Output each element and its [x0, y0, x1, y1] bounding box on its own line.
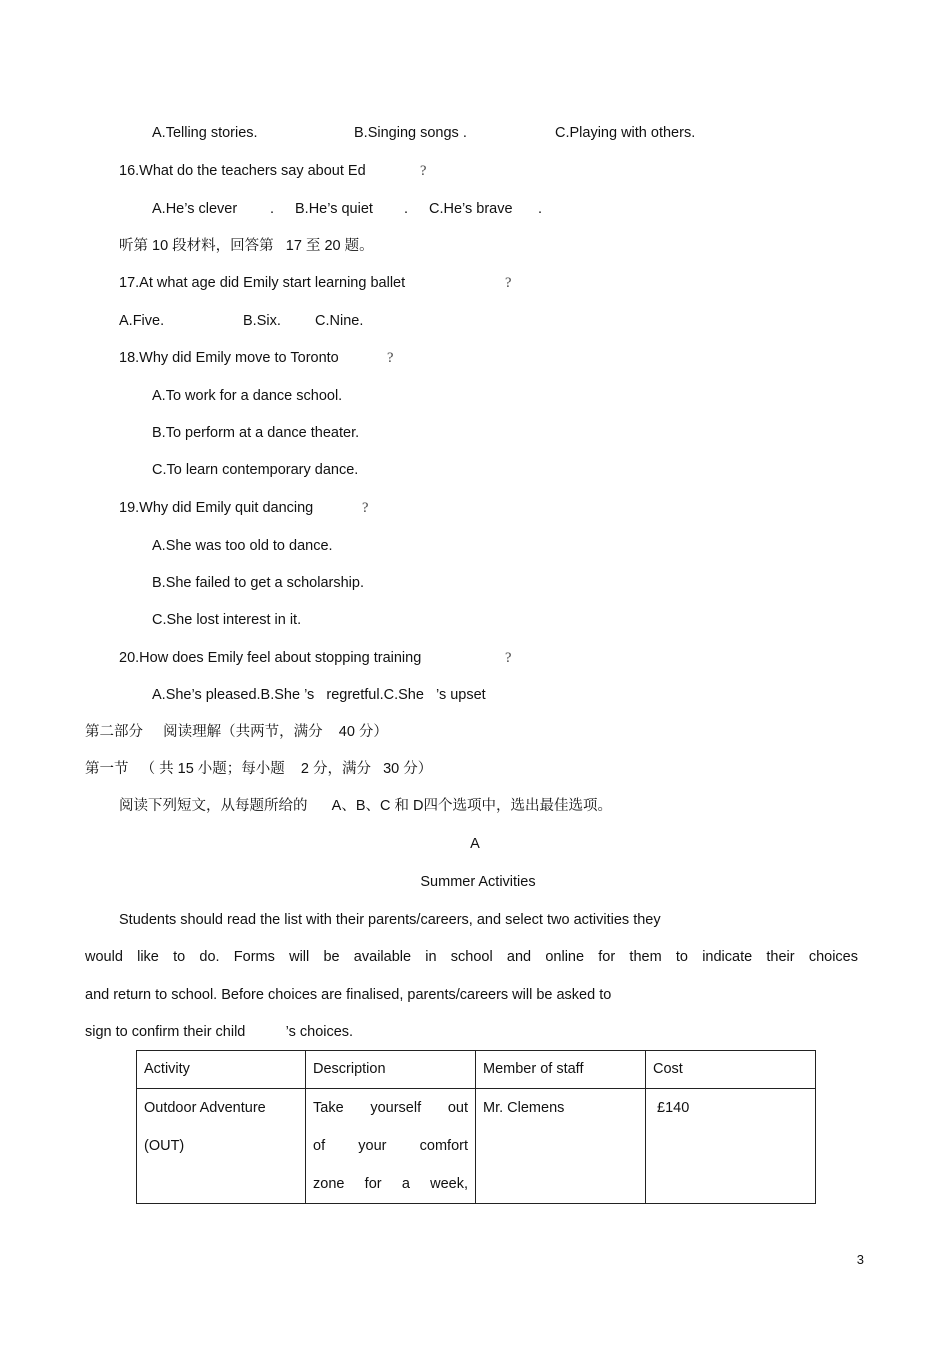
paragraph-line-1: Students should read the list with their parents/careers, and select two activities they	[119, 912, 661, 928]
q16-option-c: C.He’s brave	[429, 201, 513, 217]
q17-option-a: A.Five.	[119, 313, 165, 329]
page-number: 3	[856, 1252, 864, 1267]
q15-option-a: A.Telling stories.	[152, 125, 258, 141]
q20-question: 20.How does Emily feel about stopping training	[119, 650, 422, 666]
description-line-2: of your comfort	[313, 1138, 468, 1154]
q15-option-c: C.Playing with others.	[555, 125, 696, 141]
q16-option-a: A.He’s clever	[152, 201, 238, 217]
description-line-1: Take yourself out	[313, 1100, 468, 1116]
paragraph-line-4: sign to confirm their child ’s choices.	[85, 1024, 354, 1040]
q16-dot-c: .	[538, 201, 543, 217]
q18-question-mark: ?	[387, 350, 394, 366]
activity-name: Outdoor Adventure	[144, 1100, 266, 1116]
q20-options: A.She’s pleased.B.She ’s regretful.C.She ’s upset	[152, 687, 486, 703]
cost-value: £140	[657, 1100, 690, 1116]
passage-letter: A	[470, 836, 480, 852]
q19-option-c: C.She lost interest in it.	[152, 612, 302, 628]
header-activity: Activity	[137, 1051, 306, 1089]
q20-question-mark: ?	[505, 650, 512, 666]
q17-question: 17.At what age did Emily start learning ballet	[119, 275, 406, 291]
cell-description	[306, 1089, 476, 1204]
paragraph-line-2: would like to do. Forms will be available in school and online for them to indicate their choices	[85, 949, 858, 965]
part2-heading: 第二部分 阅读理解（共两节，满分 40 分）	[85, 724, 388, 740]
header-staff: Member of staff	[476, 1051, 646, 1089]
paragraph-line-3: and return to school. Before choices are finalised, parents/careers will be asked to	[85, 987, 612, 1003]
cell-activity	[137, 1089, 306, 1204]
q18-question: 18.Why did Emily move to Toronto	[119, 350, 339, 366]
cell-staff	[476, 1089, 646, 1204]
passage-title: Summer Activities	[420, 874, 536, 890]
q19-question: 19.Why did Emily quit dancing	[119, 500, 314, 516]
section10-note: 听第 10 段材料，回答第 17 至 20 题。	[119, 238, 374, 254]
staff-name: Mr. Clemens	[483, 1100, 565, 1116]
q18-option-c: C.To learn contemporary dance.	[152, 462, 359, 478]
header-cost: Cost	[646, 1051, 816, 1089]
q19-option-a: A.She was too old to dance.	[152, 538, 333, 554]
table-row	[137, 1089, 816, 1204]
reading-instructions: 阅读下列短文，从每题所给的 A、B、C 和 D四个选项中，选出最佳选项。	[119, 798, 613, 814]
q18-option-b: B.To perform at a dance theater.	[152, 425, 360, 441]
q16-question-mark: ?	[420, 163, 427, 179]
table-header-row	[137, 1051, 816, 1089]
q16-question: 16.What do the teachers say about Ed	[119, 163, 366, 179]
q16-dot-a: .	[270, 201, 275, 217]
q19-option-b: B.She failed to get a scholarship.	[152, 575, 364, 591]
q17-question-mark: ?	[505, 275, 512, 291]
cell-cost	[646, 1089, 816, 1204]
q15-option-b: B.Singing songs .	[354, 125, 467, 141]
q16-dot-b: .	[404, 201, 409, 217]
activities-table	[136, 1050, 816, 1204]
section1-heading: 第一节 （ 共 15 小题；每小题 2 分，满分 30 分）	[85, 761, 433, 777]
q17-option-b: B.Six.	[243, 313, 281, 329]
q17-option-c: C.Nine.	[315, 313, 364, 329]
q16-option-b: B.He’s quiet	[295, 201, 373, 217]
q19-question-mark: ?	[362, 500, 369, 516]
q18-option-a: A.To work for a dance school.	[152, 388, 343, 404]
activity-code: (OUT)	[144, 1138, 185, 1154]
description-line-3: zone for a week,	[313, 1176, 468, 1192]
header-description: Description	[306, 1051, 476, 1089]
